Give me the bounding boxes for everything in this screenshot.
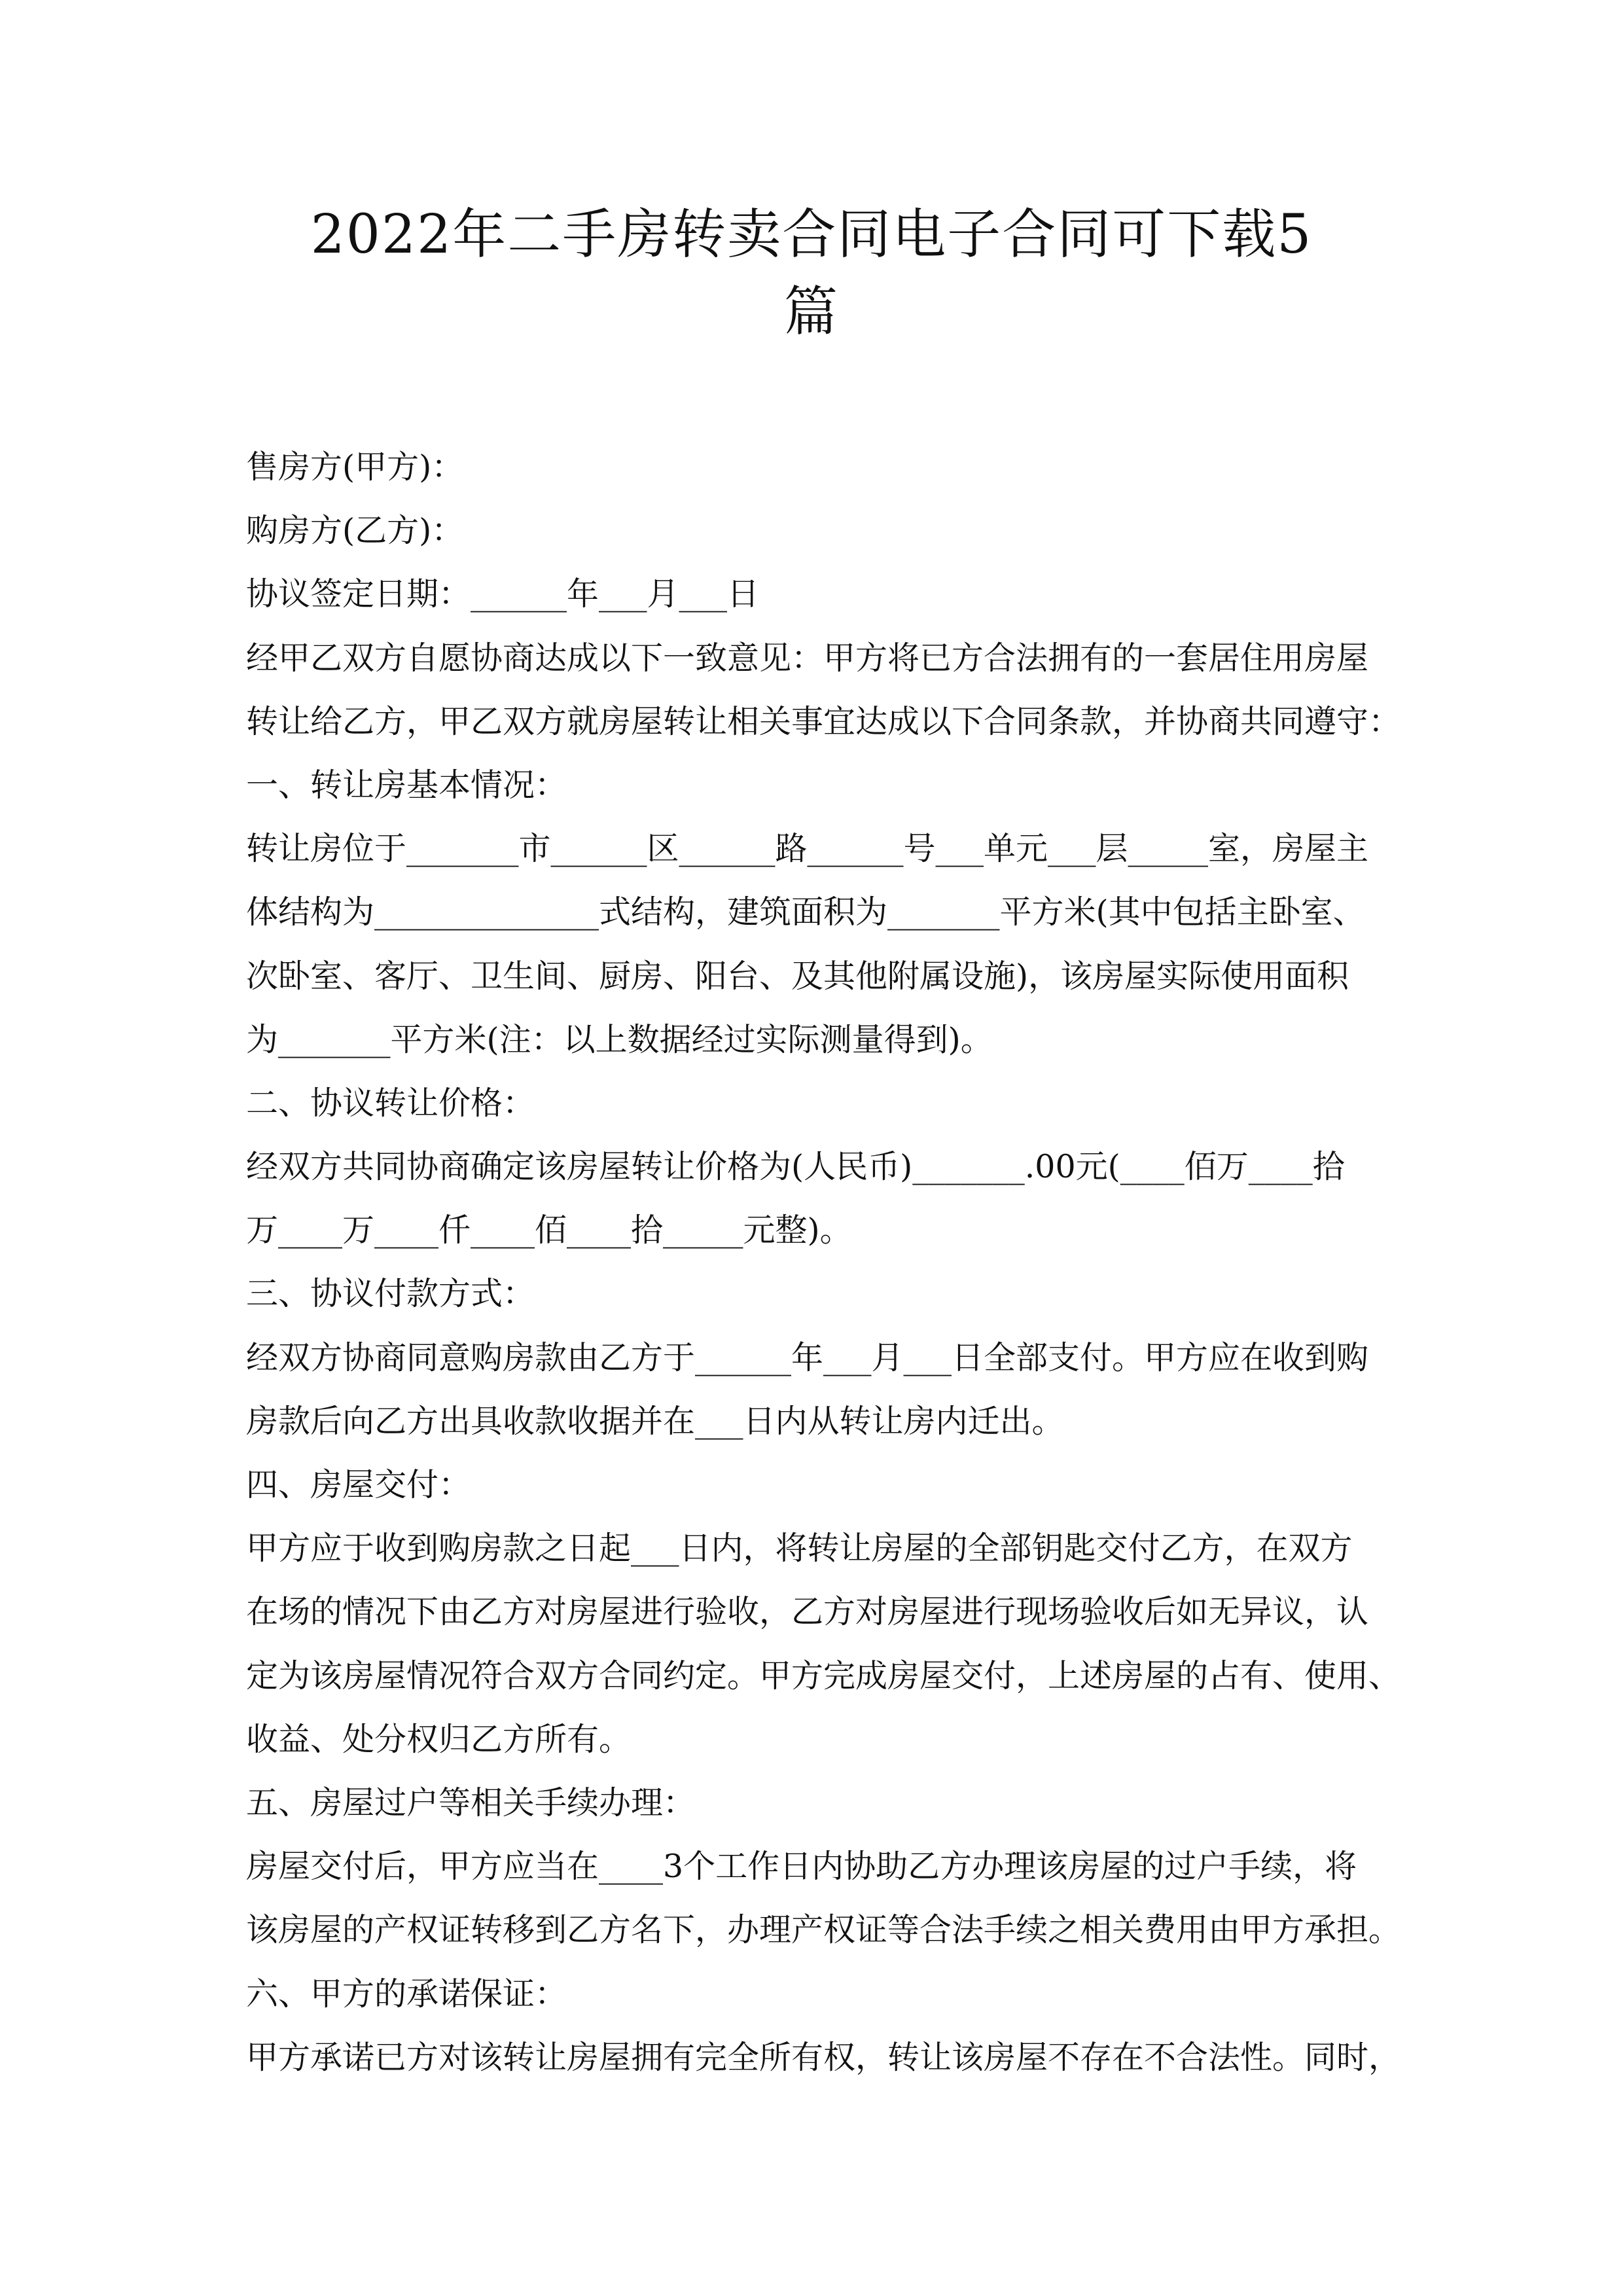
paragraph-line: 经甲乙双方自愿协商达成以下一致意见：甲方将已方合法拥有的一套居住用房屋 xyxy=(246,639,1369,677)
paragraph-line: 甲方应于收到购房款之日起___日内，将转让房屋的全部钥匙交付乙方，在双方 xyxy=(246,1530,1353,1568)
paragraph-line: 该房屋的产权证转移到乙方名下，办理产权证等合法手续之相关费用由甲方承担。 xyxy=(246,1911,1401,1949)
section-heading: 二、协议转让价格： xyxy=(246,1084,535,1122)
paragraph-line: 甲方承诺已方对该转让房屋拥有完全所有权，转让该房屋不存在不合法性。同时， xyxy=(246,2038,1401,2076)
signing-date-line: 协议签定日期：______年___月___日 xyxy=(246,575,760,613)
paragraph-line: 房款后向乙方出具收款收据并在___日内从转让房内迁出。 xyxy=(246,1402,1064,1440)
paragraph-line: 万____万____仟____佰____拾_____元整)。 xyxy=(246,1211,852,1249)
paragraph-line: 经双方协商同意购房款由乙方于______年___月___日全部支付。甲方应在收到购 xyxy=(246,1338,1369,1376)
paragraph-line: 体结构为______________式结构，建筑面积为_______平方米(其中包括主卧室、 xyxy=(246,893,1365,931)
paragraph-line: 在场的情况下由乙方对房屋进行验收，乙方对房屋进行现场验收后如无异议，认 xyxy=(246,1593,1369,1631)
title-line-2: 篇 xyxy=(783,281,839,343)
title-line-1: 2022年二手房转卖合同电子合同可下载5 xyxy=(310,204,1313,266)
paragraph-line: 次卧室、客厅、卫生间、厨房、阳台、及其他附属设施)，该房屋实际使用面积 xyxy=(246,957,1349,995)
paragraph-line: 转让给乙方，甲乙双方就房屋转让相关事宜达成以下合同条款，并协商共同遵守： xyxy=(246,702,1401,740)
section-heading: 四、房屋交付： xyxy=(246,1466,471,1503)
buyer-line: 购房方(乙方)： xyxy=(246,512,464,550)
section-heading: 六、甲方的承诺保证： xyxy=(246,1975,567,2013)
document-title xyxy=(196,196,1427,351)
section-heading: 一、转让房基本情况： xyxy=(246,766,567,804)
paragraph-line: 经双方共同协商确定该房屋转让价格为(人民币)_______.00元(____佰万____拾 xyxy=(246,1148,1345,1186)
section-heading: 三、协议付款方式： xyxy=(246,1275,535,1313)
paragraph-line: 定为该房屋情况符合双方合同约定。甲方完成房屋交付，上述房屋的占有、使用、 xyxy=(246,1657,1401,1695)
seller-line: 售房方(甲方)： xyxy=(246,448,464,486)
paragraph-line: 房屋交付后，甲方应当在____3个工作日内协助乙方办理该房屋的过户手续，将 xyxy=(246,1848,1357,1886)
paragraph-line: 转让房位于_______市______区______路______号___单元___层_____室，房屋主 xyxy=(246,830,1369,868)
paragraph-line: 为_______平方米(注：以上数据经过实际测量得到)。 xyxy=(246,1020,993,1058)
contract-body xyxy=(246,435,1401,2089)
section-heading: 五、房屋过户等相关手续办理： xyxy=(246,1784,696,1821)
paragraph-line: 收益、处分权归乙方所有。 xyxy=(246,1720,632,1758)
